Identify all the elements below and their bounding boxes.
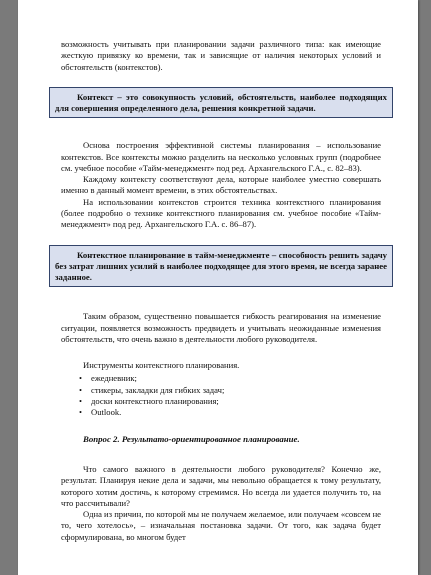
list-item: • стикеры, закладки для гибких задач; [79,384,225,395]
list-item: • Outlook. [79,407,122,418]
bullet-icon: • [79,407,83,418]
tools-title: Инструменты контекстного планирования. [83,360,240,371]
paragraph-flexibility: Таким образом, существенно повышается гибкость реагирования на изменение ситуации, появляется возможность предвидеть и учитывать неожиданные изменения обстоятельств, что очень важно в деятельности любого руководителя. [61,311,381,344]
section-heading-question-2: Вопрос 2. Результато-ориентированное планирование. [83,433,300,444]
list-item: • доски контекстного планирования; [79,396,219,407]
paragraph-basis: Основа построения эффективной системы планирования – использование контекстов. Все контексты можно разделить на несколько условных групп (подробнее см. учебное пособие «Тайм-менеджмент» под ред. Архангельского Г.А., с. 82–83). [61,140,381,173]
definition-text-planning: Контекстное планирование в тайм-менеджменте – способность решить задачу без затрат лишних усилий в наиболее подходящее для этого время, не всегда заранее заданное. [55,249,387,283]
bullet-icon: • [79,373,83,384]
bullet-icon: • [79,396,83,407]
page-content [55,39,387,543]
bullet-icon: • [79,384,83,395]
definition-text-context: Контекст – это совокупность условий, обстоятельств, наиболее подходящих для совершения определенного дела, решения конкретной задачи. [55,91,387,114]
list-item: • ежедневник; [79,373,137,384]
definition-box-planning [49,245,393,288]
document-page [18,0,418,575]
paragraph-technique: На использовании контекстов строится техника контекстного планирования (более подробно о технике контекстного планирования см. учебное пособие «Тайм-менеджмент» под ред. Архангельского Г.А. с. 86–87). [61,196,381,230]
definition-box-context [49,87,393,118]
paragraph-each-context: Каждому контексту соответствуют дела, которые наиболее уместно совершать именно в данный момент времени, в этих обстоятельствах. [61,174,381,196]
paragraph-result: Что самого важного в деятельности любого руководителя? Конечно же, результат. Планируя некие дела и задачи, мы невольно обращается к тому результату, которого хотим достичь, к которому стремимся. Но всегда ли удается получить то, на что рассчитывали? [61,463,381,508]
paragraph-intro: возможность учитывать при планировании задачи различного типа: как имеющие жесткую привязку ко времени, так и зависящие от наличия некоторых условий и обстоятельств (контекстов). [61,39,381,72]
tools-list [79,373,381,418]
paragraph-reason: Одна из причин, по которой мы не получаем желаемое, или получаем «совсем не то, чего хотелось», – изначальная постановка задачи. От того, как задача будет сформулирована, во многом будет [61,509,381,542]
